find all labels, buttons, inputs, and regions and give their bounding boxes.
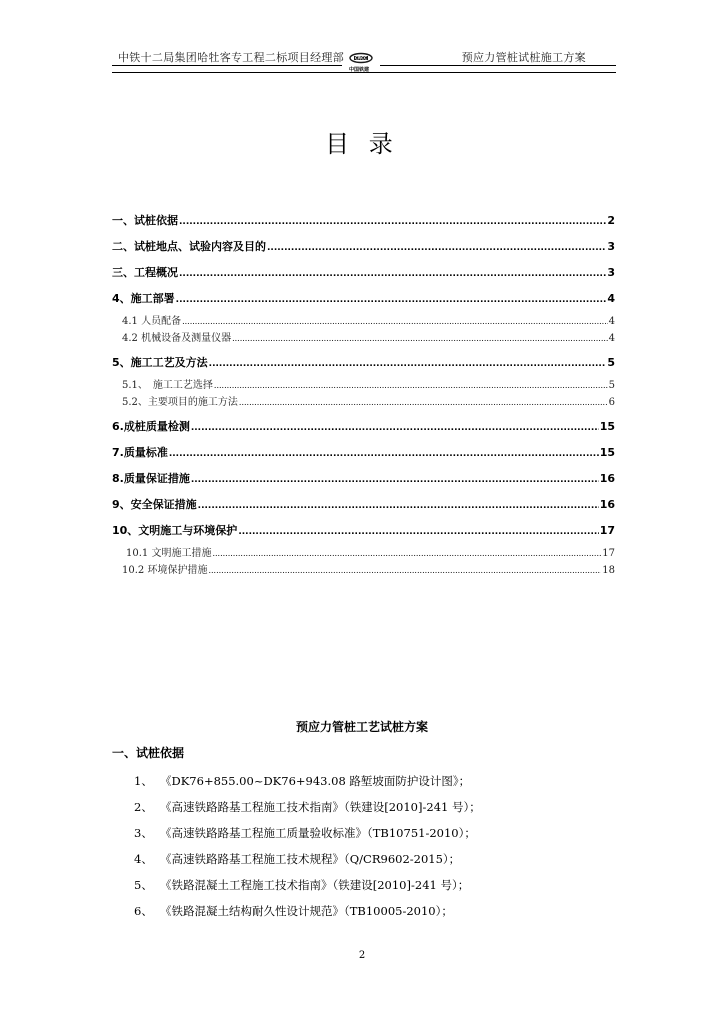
header-rule <box>112 72 616 73</box>
reference-item <box>134 877 614 903</box>
toc-entry[interactable] <box>112 238 615 252</box>
toc-entry-page: 4 <box>608 316 615 327</box>
toc-entry[interactable] <box>112 329 615 342</box>
toc-leader-dots <box>208 566 601 575</box>
toc-leader-dots <box>267 243 606 253</box>
page-header <box>112 46 616 76</box>
header-left-text: 中铁十二局集团哈牡客专工程二标项目经理部 <box>118 51 344 64</box>
toc-entry-page: 16 <box>599 498 615 511</box>
svg-text:CRCC: CRCC <box>355 55 367 61</box>
toc-entry-label: 三、工程概况 <box>112 266 178 279</box>
toc-leader-dots <box>179 217 606 227</box>
toc-entry-page: 18 <box>602 565 615 576</box>
header-rule-right <box>380 65 616 66</box>
toc-entry-page: 5 <box>607 356 615 369</box>
page-number: 2 <box>358 950 366 961</box>
header-rule-left <box>112 65 342 66</box>
toc-entry-page: 15 <box>599 446 615 459</box>
reference-text: 《高速铁路路基工程施工技术规程》（Q/CR9602-2015）； <box>160 852 461 866</box>
toc-leader-dots <box>239 398 608 407</box>
toc-entry[interactable] <box>112 470 615 484</box>
toc-entry-page: 4 <box>607 292 615 305</box>
toc-entry-label: 5、施工工艺及方法 <box>112 356 208 369</box>
reference-text: 《高速铁路路基工程施工技术指南》（铁建设[2010]-241 号）； <box>160 800 481 814</box>
reference-number: 1、 <box>134 774 153 788</box>
reference-number: 3、 <box>134 826 153 840</box>
toc-leader-dots <box>179 269 606 279</box>
toc-leader-dots <box>198 501 599 511</box>
reference-number: 4、 <box>134 852 153 866</box>
toc-entry[interactable] <box>112 496 615 510</box>
toc-leader-dots <box>169 449 599 459</box>
reference-item <box>134 825 614 851</box>
toc-entry[interactable] <box>112 393 615 406</box>
toc-entry-page: 17 <box>599 524 615 537</box>
toc-entry[interactable] <box>112 376 615 389</box>
reference-text: 《高速铁路路基工程施工质量验收标准》（TB10751-2010）； <box>160 826 476 840</box>
table-of-contents <box>112 212 615 580</box>
toc-leader-dots <box>232 334 608 343</box>
toc-entry-page: 2 <box>607 214 615 227</box>
reference-list <box>134 773 614 929</box>
section-title: 预应力管桩工艺试桩方案 <box>295 720 428 734</box>
toc-entry-label: 一、试桩依据 <box>112 214 178 227</box>
toc-entry-page: 15 <box>599 420 615 433</box>
toc-entry-label: 9、安全保证措施 <box>112 498 197 511</box>
toc-entry-label: 5.2、主要项目的施工方法 <box>122 397 238 408</box>
reference-item <box>134 903 614 929</box>
toc-entry-label: 5.1、 施工工艺选择 <box>122 380 213 391</box>
toc-entry[interactable] <box>112 354 615 368</box>
reference-text: 《DK76+855.00~DK76+943.08 路堑坡面防护设计图》； <box>160 774 471 788</box>
reference-text: 《铁路混凝土工程施工技术指南》（铁建设[2010]-241 号）； <box>160 878 470 892</box>
toc-entry[interactable] <box>112 264 615 278</box>
toc-leader-dots <box>238 527 598 537</box>
toc-entry[interactable] <box>112 561 615 574</box>
reference-text: 《铁路混凝土结构耐久性设计规范》（TB10005-2010）； <box>160 904 453 918</box>
toc-entry-page: 17 <box>602 548 615 559</box>
toc-entry-label: 10、文明施工与环境保护 <box>112 524 238 537</box>
toc-leader-dots <box>182 317 608 326</box>
toc-entry-page: 16 <box>599 472 615 485</box>
toc-entry-label: 6.成桩质量检测 <box>112 420 190 433</box>
toc-leader-dots <box>176 295 607 305</box>
toc-entry[interactable] <box>112 418 615 432</box>
toc-entry[interactable] <box>112 312 615 325</box>
toc-leader-dots <box>209 359 607 369</box>
toc-entry-label: 7.质量标准 <box>112 446 168 459</box>
toc-entry[interactable] <box>112 290 615 304</box>
reference-number: 6、 <box>134 904 153 918</box>
toc-entry-page: 5 <box>608 380 615 391</box>
header-right-text: 预应力管桩试桩施工方案 <box>461 51 586 64</box>
toc-entry-page: 4 <box>608 333 615 344</box>
toc-entry[interactable] <box>112 522 615 536</box>
toc-entry-label: 8.质量保证措施 <box>112 472 190 485</box>
toc-entry[interactable] <box>112 212 615 226</box>
toc-entry-page: 3 <box>607 240 615 253</box>
reference-number: 2、 <box>134 800 153 814</box>
toc-entry[interactable] <box>112 544 615 557</box>
toc-entry-label: 4.2 机械设备及测量仪器 <box>122 333 232 344</box>
toc-entry-label: 4.1 人员配备 <box>122 316 182 327</box>
toc-leader-dots <box>191 475 599 485</box>
toc-entry-label: 10.2 环境保护措施 <box>122 565 208 576</box>
toc-leader-dots <box>214 381 608 390</box>
reference-item <box>134 851 614 877</box>
toc-title: 目 录 <box>325 130 399 158</box>
toc-entry-page: 6 <box>608 397 615 408</box>
reference-item <box>134 799 614 825</box>
toc-leader-dots <box>212 549 601 558</box>
toc-entry-label: 4、施工部署 <box>112 292 175 305</box>
reference-item <box>134 773 614 799</box>
logo-text: 中国铁建 <box>349 67 370 73</box>
toc-leader-dots <box>191 423 599 433</box>
section-heading: 一、试桩依据 <box>112 746 185 760</box>
toc-entry[interactable] <box>112 444 615 458</box>
toc-entry-label: 二、试桩地点、试验内容及目的 <box>112 240 266 253</box>
toc-entry-page: 3 <box>607 266 615 279</box>
toc-entry-label: 10.1 文明施工措施 <box>126 548 212 559</box>
reference-number: 5、 <box>134 878 153 892</box>
